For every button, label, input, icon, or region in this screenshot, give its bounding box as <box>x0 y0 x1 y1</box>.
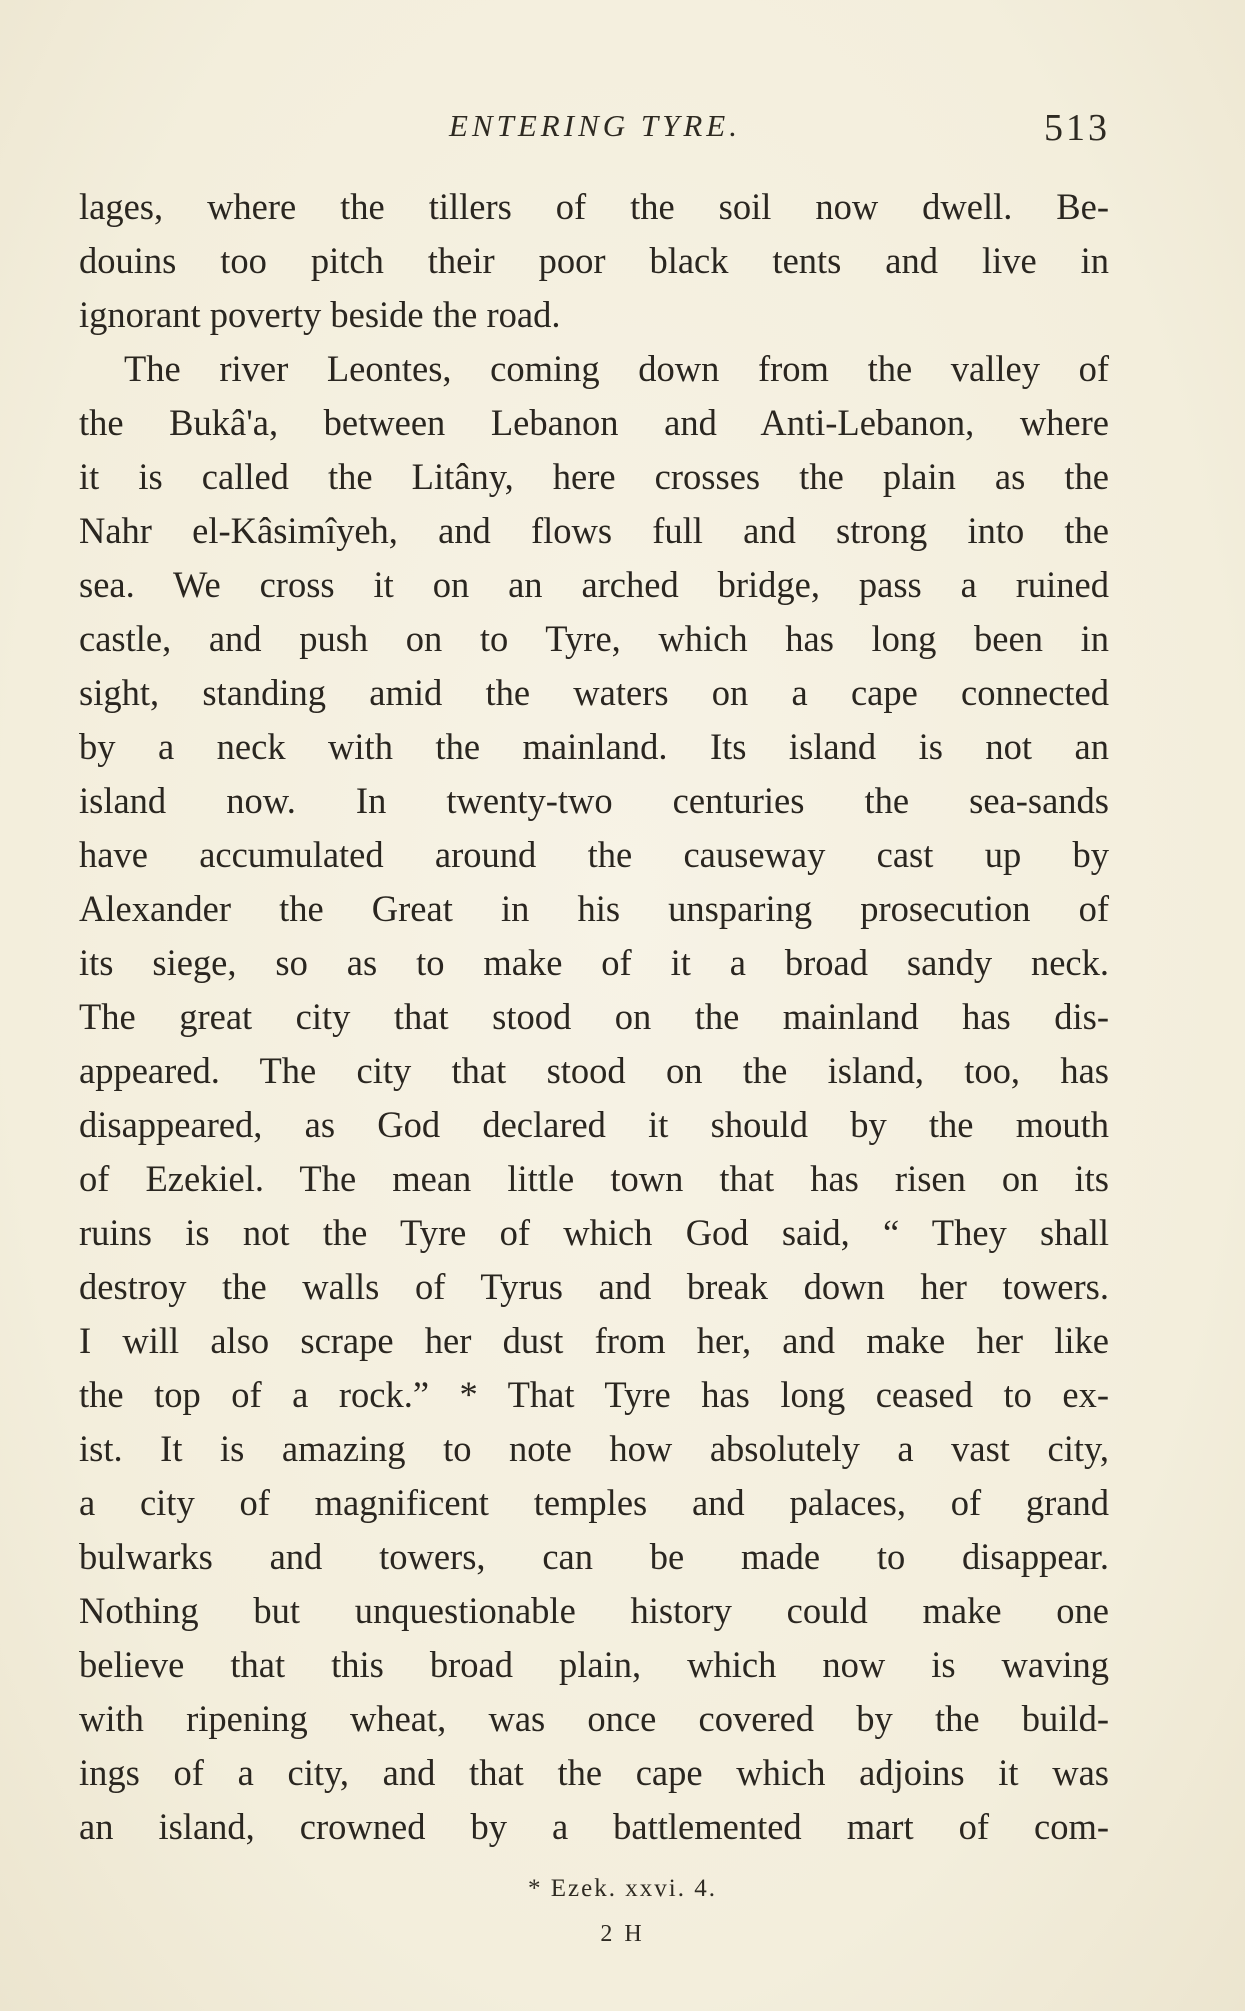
text-line: ist. It is amazing to note how absolutely a vast city, <box>79 1428 1109 1469</box>
text-line: with ripening wheat, was once covered by the build- <box>79 1698 1109 1739</box>
text-line: Nothing but unquestionable history could make one <box>79 1590 1109 1631</box>
text-line: I will also scrape her dust from her, and make her like <box>79 1320 1109 1361</box>
text-line: island now. In twenty-two centuries the sea-sands <box>79 780 1109 821</box>
text-line: appeared. The city that stood on the island, too, has <box>79 1050 1109 1091</box>
text-line: douins too pitch their poor black tents and live in <box>79 240 1109 281</box>
text-line: the top of a rock.” * That Tyre has long ceased to ex- <box>79 1374 1109 1415</box>
text-line: a city of magnificent temples and palaces, of grand <box>79 1482 1109 1523</box>
text-line: sight, standing amid the waters on a cape connected <box>79 672 1109 713</box>
text-line: destroy the walls of Tyrus and break down her towers. <box>79 1266 1109 1307</box>
text-line: sea. We cross it on an arched bridge, pass a ruined <box>79 564 1109 605</box>
text-line: ings of a city, and that the cape which adjoins it was <box>79 1752 1109 1793</box>
footnote: * Ezek. xxvi. 4. <box>528 1875 717 1902</box>
text-line: ruins is not the Tyre of which God said, “ They shall <box>79 1212 1109 1253</box>
text-line: The river Leontes, coming down from the valley of <box>124 348 1109 389</box>
text-line: Alexander the Great in his unsparing prosecution of <box>79 888 1109 929</box>
text-line: disappeared, as God declared it should by the mouth <box>79 1104 1109 1145</box>
text-line: of Ezekiel. The mean little town that has risen on its <box>79 1158 1109 1199</box>
text-line: it is called the Litâny, here crosses the plain as the <box>79 456 1109 497</box>
body-text <box>79 180 1109 1854</box>
text-line: have accumulated around the causeway cast up by <box>79 834 1109 875</box>
text-line: Nahr el-Kâsimîyeh, and flows full and strong into the <box>79 510 1109 551</box>
text-line: by a neck with the mainland. Its island is not an <box>79 726 1109 767</box>
text-line: The great city that stood on the mainland has dis- <box>79 996 1109 1037</box>
running-header <box>80 108 1110 158</box>
running-title: ENTERING TYRE. <box>449 108 741 143</box>
text-line: the Bukâ'a, between Lebanon and Anti-Lebanon, where <box>79 402 1109 443</box>
text-line: believe that this broad plain, which now is waving <box>79 1644 1109 1685</box>
text-line: castle, and push on to Tyre, which has long been in <box>79 618 1109 659</box>
text-line: bulwarks and towers, can be made to disappear. <box>79 1536 1109 1577</box>
text-line: ignorant poverty beside the road. <box>79 294 561 335</box>
text-line: its siege, so as to make of it a broad sandy neck. <box>79 942 1109 983</box>
signature-mark: 2 H <box>600 1921 645 1947</box>
text-line: lages, where the tillers of the soil now dwell. Be- <box>79 186 1109 227</box>
page-number: 513 <box>1044 107 1110 149</box>
text-line: an island, crowned by a battlemented mart of com- <box>79 1806 1109 1847</box>
